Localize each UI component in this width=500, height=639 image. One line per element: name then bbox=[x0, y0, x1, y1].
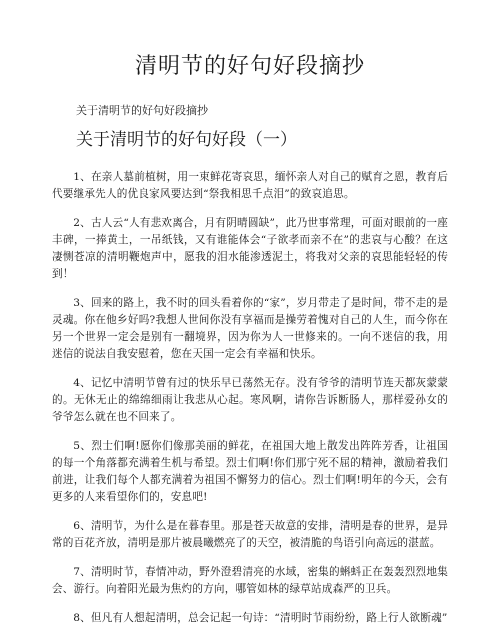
paragraph-2: 2、古人云“人有悲欢离合，月有阴晴圆缺”，此乃世事常理，可面对眼前的一座丰碑，一捧黄土，一吊纸钱，又有谁能体会“子欲孝而亲不在”的悲哀与心酸？在这凄恻苍凉的清明鞭炮声中，愿我的泪水能渗透泥土，将我对父亲的哀思能轻轻的传到！ bbox=[52, 217, 448, 280]
paragraph-6: 6、清明节，为什么是在暮春里。那是苍天故意的安排，清明是春的世界，是异常的百花齐放，清明是那片被晨曦燃亮了的天空，被清脆的鸟语引向高远的湛蓝。 bbox=[52, 520, 448, 549]
document-subtitle: 关于清明节的好句好段摘抄 bbox=[76, 104, 208, 117]
paragraph-3: 3、回来的路上，我不时的回头看着你的“家”，岁月带走了是时间，带不走的是灵魂。你在他乡好吗?我想人世间你没有享福而是操劳着愧对自己的人生，而今你在另一个世界一定会是别有一翻境界，因为你为人一世修来的。一向不迷信的我，用迷信的说法自我安慰着，您在天国一定会有幸福和快乐。 bbox=[52, 297, 448, 360]
section-heading: 关于清明节的好句好段（一） bbox=[76, 130, 297, 150]
paragraph-8: 8、但凡有人想起清明，总会记起一句诗：“清明时节雨纷纷，路上行人欲断魂” bbox=[73, 612, 448, 624]
document-title: 清明节的好句好段摘抄 bbox=[134, 54, 365, 79]
document-body bbox=[52, 169, 448, 639]
paragraph-1: 1、在亲人墓前植树，用一束鲜花寄哀思，缅怀亲人对自己的赋育之恩，教育后代要继承先人的优良家风要达到“祭我相思千点泪”的致哀追思。 bbox=[52, 171, 448, 200]
paragraph-7: 7、清明时节，春情冲动，野外澄碧清亮的水域，密集的蝌蚪正在轰轰烈烈地集会、游行。向着阳光最为焦灼的方向，哪管如林的绿草站成森严的卫兵。 bbox=[52, 566, 448, 595]
paragraph-5: 5、烈士们啊!愿你们像那美丽的鲜花，在祖国大地上散发出阵阵芳香，让祖国的每一个角落都充满着生机与希望。烈士们啊!你们那宁死不屈的精神，激励着我们前进，让我们每个人都充满着为祖国不懈努力的信心。烈士们啊!明年的今天，会有更多的人来看望你们的，安息吧! bbox=[52, 440, 448, 503]
paragraph-4: 4、记忆中清明节曾有过的快乐早已荡然无存。没有爷爷的清明节连天都灰蒙蒙的。无休无止的绵绵细雨让我悲从心起。寒风啊，请你告诉断肠人，那样爱孙女的爷爷怎么就在也不回来了。 bbox=[52, 377, 448, 423]
